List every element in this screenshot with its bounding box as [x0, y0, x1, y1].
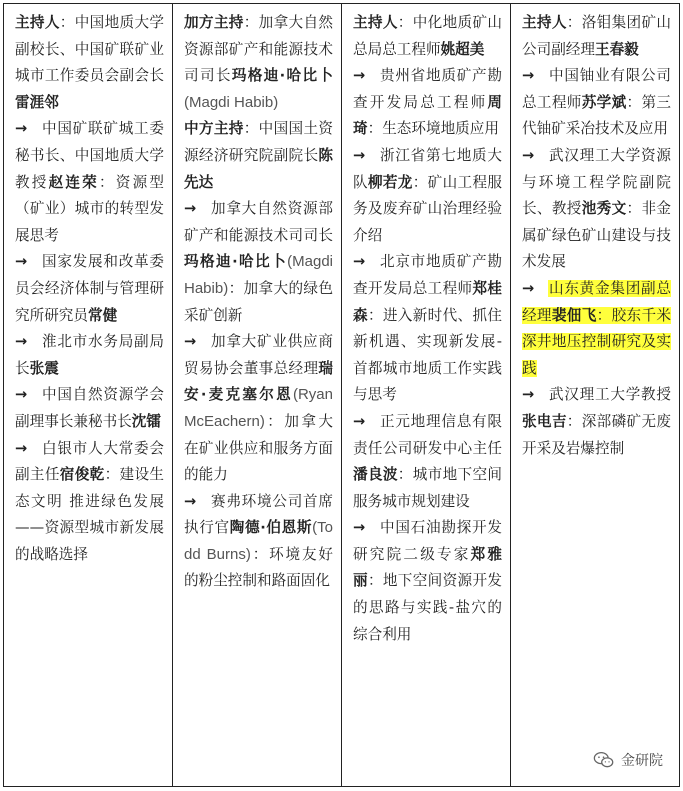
speaker-entry: [184, 196, 333, 329]
arrow-icon: →: [353, 146, 366, 164]
speaker-entry: [15, 329, 164, 382]
entry-text: 中国矿联矿城工委秘书长、中国地质大学教授: [15, 120, 164, 191]
entry-text: 国家发展和改革委员会经济体制与管理研究所研究员: [15, 253, 164, 324]
arrow-icon: →: [522, 386, 535, 404]
watermark: [593, 749, 663, 771]
arrow-icon: →: [184, 492, 197, 510]
speaker-entry: [353, 63, 502, 143]
speaker-name: 陶德·伯恩斯: [229, 519, 313, 537]
column-cell: [173, 4, 342, 787]
entry-text: ：加拿大在矿业供应和服务方面的能力: [184, 412, 333, 484]
speaker-name: 常健: [87, 306, 118, 324]
speaker-name: 姚超美: [440, 40, 485, 58]
host-entry: [184, 10, 333, 116]
speaker-name: 主持人: [15, 14, 60, 31]
entry-text: ：进入新时代、抓住新机遇、实现新发展-首都城市地质工作实践与思考: [353, 306, 502, 404]
entry-text: ：加拿大的绿色采矿创新: [184, 279, 333, 324]
entry-text: ：非金属矿绿色矿山建设与技术发展: [522, 200, 671, 271]
arrow-icon: →: [15, 120, 28, 138]
speaker-name: 郑雅丽: [353, 545, 502, 590]
speaker-name: 柳若龙: [367, 173, 413, 191]
arrow-icon: →: [184, 200, 197, 218]
table-row: [4, 4, 680, 787]
entry-text: ：建设生态文明 推进绿色发展——资源型城市新发展的战略选择: [15, 466, 164, 563]
arrow-icon: →: [184, 333, 197, 351]
arrow-icon: →: [15, 439, 28, 457]
speaker-entry: [353, 249, 502, 409]
entry-text: 贵州省地质矿产勘查开发局总工程师: [353, 67, 502, 111]
speaker-name: 陈先达: [184, 146, 333, 191]
speaker-entry: [353, 409, 502, 515]
speaker-entry: [353, 515, 502, 648]
speaker-entry: [522, 143, 671, 276]
speaker-name: 沈镭: [131, 412, 161, 430]
speaker-name: 主持人: [353, 14, 398, 31]
speaker-name: 瑞安·麦克塞尔恩: [184, 359, 333, 404]
arrow-icon: →: [353, 412, 366, 430]
entry-text: 中国自然资源学会副理事长兼秘书长: [15, 386, 164, 430]
arrow-icon: →: [522, 146, 535, 164]
speaker-entry: [15, 249, 164, 329]
speaker-name: 王春毅: [594, 40, 639, 58]
speaker-name: 苏学斌: [581, 93, 627, 111]
entry-text: ：城市地下空间服务城市规划建设: [353, 466, 502, 510]
forum-schedule-table: [3, 3, 680, 787]
arrow-icon: →: [353, 253, 366, 271]
arrow-icon: →: [15, 333, 28, 351]
entry-text: ：矿山工程服务及废弃矿山治理经验介绍: [353, 173, 502, 244]
entry-text: 山东黄金集团副总经理: [522, 279, 671, 324]
entry-text: 白银市人大常委会副主任: [15, 439, 164, 484]
speaker-entry: [353, 143, 502, 249]
speaker-entry: [184, 329, 333, 489]
english-name: (Magdi Habib): [184, 253, 333, 297]
entry-text: ：中国国土资源经济研究院副院长: [184, 120, 333, 164]
entry-text: 正元地理信息有限责任公司研发中心主任: [353, 412, 502, 457]
speaker-entry: [15, 382, 164, 435]
english-name: (Magdi Habib): [184, 93, 279, 111]
speaker-name: 张电吉: [522, 412, 567, 430]
arrow-icon: →: [15, 253, 28, 271]
host-entry: [353, 10, 502, 63]
host-entry: [15, 10, 164, 116]
speaker-name: 郑桂森: [353, 279, 502, 324]
entry-text: ：中国地质大学副校长、中国矿联矿业城市工作委员会副会长: [15, 14, 164, 85]
entry-text: ：深部磷矿无废开采及岩爆控制: [522, 412, 671, 457]
speaker-name: 主持人: [522, 14, 567, 31]
arrow-icon: →: [353, 519, 366, 537]
speaker-name: 池秀文: [581, 200, 627, 218]
speaker-name: 玛格迪·哈比卜: [184, 253, 288, 271]
speaker-name: 玛格迪·哈比卜: [231, 67, 333, 85]
entry-text: ：加拿大自然资源部矿产和能源技术司司长: [184, 14, 333, 85]
arrow-icon: →: [353, 67, 366, 85]
speaker-entry: [522, 276, 671, 382]
entry-text: ：地下空间资源开发的思路与实践-盐穴的综合利用: [353, 572, 502, 643]
entry-text: 浙江省第七地质大队: [353, 146, 502, 191]
english-name: (Todd Burns): [184, 519, 333, 563]
entry-text: ：生态环境地质应用: [367, 120, 499, 138]
arrow-icon: →: [15, 386, 28, 404]
entry-text: 中国铀业有限公司总工程师: [522, 67, 671, 111]
entry-text: ：中化地质矿山总局总工程师: [353, 14, 502, 58]
watermark-text: 金研院: [621, 753, 663, 769]
host-entry: [184, 116, 333, 196]
english-name: (Ryan McEachern): [184, 386, 333, 430]
entry-text: 淮北市水务局副局长: [15, 333, 164, 377]
speaker-name: 中方主持: [184, 120, 244, 138]
speaker-entry: [15, 116, 164, 249]
entry-text: 加拿大自然资源部矿产和能源技术司司长: [184, 200, 333, 244]
entry-text: 武汉理工大学教授: [548, 386, 671, 404]
speaker-name: 雷涯邻: [15, 93, 59, 111]
entry-text: ：胶东千米深井地压控制研究及实践: [522, 306, 671, 377]
speaker-entry: [522, 63, 671, 143]
entry-text: ：资源型（矿业）城市的转型发展思考: [15, 173, 164, 244]
speaker-entry: [184, 489, 333, 595]
speaker-name: 周琦: [353, 93, 502, 138]
entry-text: ：洛钼集团矿山公司副经理: [522, 14, 671, 58]
entry-text: ：环境友好的粉尘控制和路面固化: [184, 545, 333, 590]
speaker-name: 张震: [29, 359, 59, 377]
entry-text: 中国石油勘探开发研究院二级专家: [353, 519, 502, 563]
speaker-name: 潘良波: [353, 466, 398, 484]
entry-text: 北京市地质矿产勘查开发局总工程师: [353, 253, 502, 297]
column-cell: [511, 4, 680, 787]
speaker-entry: [15, 436, 164, 569]
entry-text: 武汉理工大学资源与环境工程学院副院长、教授: [522, 146, 671, 218]
speaker-entry: [522, 382, 671, 462]
column-cell: [4, 4, 173, 787]
wechat-icon: [593, 749, 615, 771]
entry-text: ：第三代铀矿采冶技术及应用: [522, 93, 671, 138]
host-entry: [522, 10, 671, 63]
speaker-name: 加方主持: [184, 14, 244, 31]
entry-text: 赛弗环境公司首席执行官: [184, 492, 333, 537]
column-cell: [342, 4, 511, 787]
arrow-icon: →: [522, 67, 535, 85]
entry-text: 加拿大矿业供应商贸易协会董事总经理: [184, 333, 333, 377]
speaker-name: 裴佃飞: [551, 306, 597, 324]
speaker-name: 宿俊乾: [59, 466, 105, 484]
arrow-icon: →: [522, 279, 535, 297]
speaker-name: 赵连荣: [48, 173, 99, 191]
